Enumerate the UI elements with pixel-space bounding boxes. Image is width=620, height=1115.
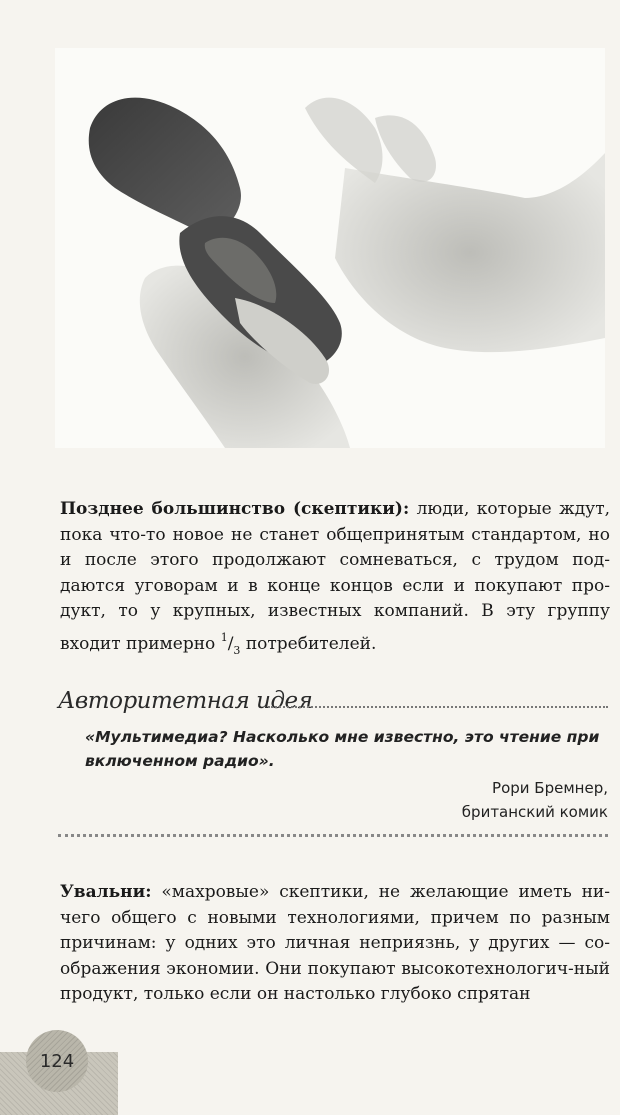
finger: [375, 115, 436, 182]
idea-quote: «Мультимедиа? Насколько мне известно, это чтение при включенном радио».: [85, 728, 600, 770]
author-name: Рори Бремнер,: [492, 779, 608, 797]
fraction-numerator: 1: [220, 630, 228, 644]
paragraph-body: «махровые» скептики, не желающие иметь ни-чего общего с новыми технологиями, причем по разным причинам: у одних это личная неприязнь, у других — со-ображения экономии. Они покупают высокотехнологич-ный продукт, только если он настолько глубоко спрятан: [60, 882, 610, 1004]
fraction-separator: /: [227, 633, 234, 654]
paragraph-body: люди, которые ждут, пока что-то новое не станет общепринятым стандартом, но и после этого продолжают сомневаться, с трудом под-даются уговорам и в конце концов если и покупают про-дукт, то у крупных, известных компаний. В эту группу входит примерно: [60, 499, 610, 654]
fraction-one-third: [220, 630, 241, 657]
page-number: 124: [39, 1050, 75, 1072]
paragraph-tail: потребителей.: [240, 633, 377, 654]
page-number-badge: [26, 1030, 88, 1092]
paragraph-late-majority: [60, 497, 610, 663]
idea-bottom-divider: [58, 834, 608, 837]
idea-heading: Авторитетная идея: [58, 688, 313, 714]
finger: [305, 98, 383, 183]
paragraph-lead: Позднее большинство (скептики):: [60, 499, 410, 519]
photo-hands-phone: [55, 48, 605, 448]
paragraph-lead: Увальни:: [60, 882, 152, 902]
author-role: британский комик: [461, 803, 608, 821]
quote-attribution: [308, 776, 608, 824]
idea-divider: [268, 706, 608, 708]
paragraph-laggards: [60, 880, 610, 1008]
right-hand: [335, 153, 605, 352]
phone-illustration: [55, 48, 605, 448]
fraction-denominator: 3: [233, 643, 241, 657]
